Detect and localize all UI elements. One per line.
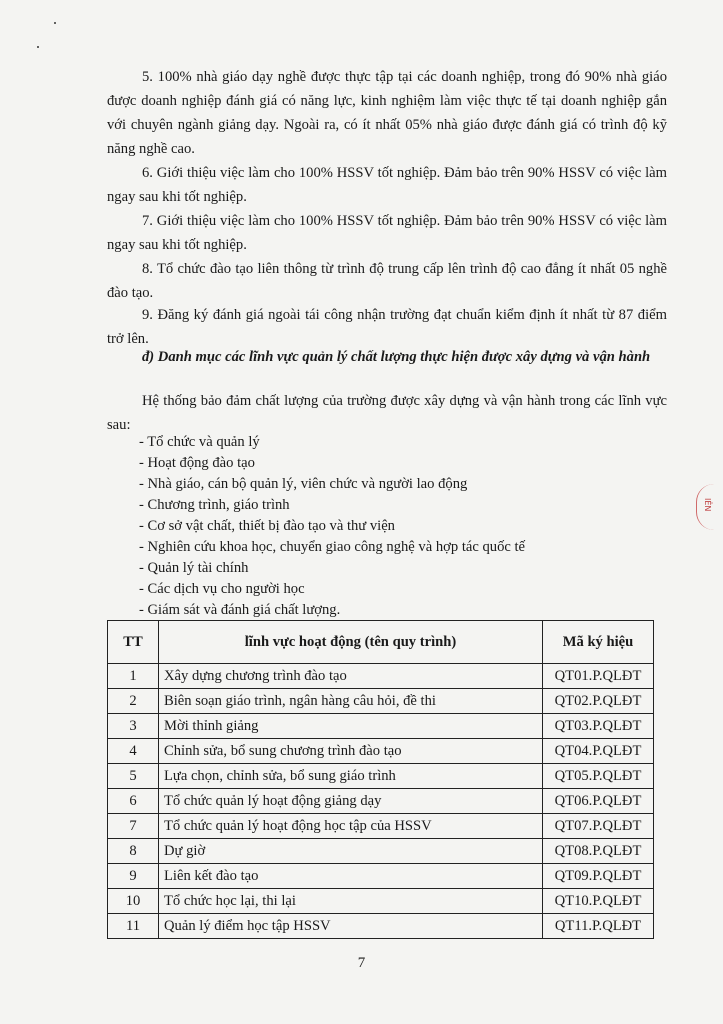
header-tt: TT xyxy=(108,621,159,664)
table-row xyxy=(108,914,654,939)
intro-paragraph: Hệ thống bảo đảm chất lượng của trường được xây dựng và vận hành trong các lĩnh vực sau: xyxy=(107,393,667,433)
quality-areas-list xyxy=(139,432,659,621)
cell-tt: 9 xyxy=(108,864,159,889)
cell-code: QT10.P.QLĐT xyxy=(543,889,654,914)
table-row xyxy=(108,789,654,814)
section-heading-d: đ) Danh mục các lĩnh vực quản lý chất lượng thực hiện được xây dựng và vận hành xyxy=(142,349,651,365)
cell-tt: 6 xyxy=(108,789,159,814)
cell-tt: 10 xyxy=(108,889,159,914)
list-item: - Chương trình, giáo trình xyxy=(139,497,290,513)
list-item: - Tổ chức và quản lý xyxy=(139,434,260,450)
table-row xyxy=(108,689,654,714)
cell-code: QT03.P.QLĐT xyxy=(543,714,654,739)
cell-activity: Mời thỉnh giảng xyxy=(159,714,543,739)
cell-activity: Xây dựng chương trình đào tạo xyxy=(159,664,543,689)
cell-code: QT09.P.QLĐT xyxy=(543,864,654,889)
cell-activity: Tổ chức học lại, thi lại xyxy=(159,889,543,914)
cell-code: QT02.P.QLĐT xyxy=(543,689,654,714)
header-activity: lĩnh vực hoạt động (tên quy trình) xyxy=(159,621,543,664)
paragraph-8: 8. Tổ chức đào tạo liên thông từ trình độ trung cấp lên trình độ cao đẳng ít nhất 05 nghề đào tạo. xyxy=(107,261,667,301)
list-item: - Giám sát và đánh giá chất lượng. xyxy=(139,602,341,618)
cell-activity: Tổ chức quản lý hoạt động học tập của HSSV xyxy=(159,814,543,839)
list-item: - Nhà giáo, cán bộ quản lý, viên chức và người lao động xyxy=(139,476,468,492)
list-item: - Hoạt động đào tạo xyxy=(139,455,255,471)
table-row xyxy=(108,664,654,689)
paragraph-5: 5. 100% nhà giáo dạy nghề được thực tập tại các doanh nghiệp, trong đó 90% nhà giáo được doanh nghiệp đánh giá có năng lực, kinh nghiệm làm việc thực tế tại doanh nghiệp gắn với chuyên ngành giảng dạy. Ngoài ra, có ít nhất 05% nhà giáo được đánh giá có trình độ kỹ năng nghề cao. xyxy=(107,69,667,157)
cell-activity: Biên soạn giáo trình, ngân hàng câu hỏi, đề thi xyxy=(159,689,543,714)
cell-activity: Quản lý điểm học tập HSSV xyxy=(159,914,543,939)
cell-code: QT05.P.QLĐT xyxy=(543,764,654,789)
cell-tt: 4 xyxy=(108,739,159,764)
paragraph-7: 7. Giới thiệu việc làm cho 100% HSSV tốt nghiệp. Đảm bảo trên 90% HSSV có việc làm ngay sau khi tốt nghiệp. xyxy=(107,213,667,253)
cell-code: QT06.P.QLĐT xyxy=(543,789,654,814)
list-item: - Quản lý tài chính xyxy=(139,560,249,576)
list-item: - Các dịch vụ cho người học xyxy=(139,581,305,597)
cell-tt: 2 xyxy=(108,689,159,714)
cell-tt: 7 xyxy=(108,814,159,839)
table-row xyxy=(108,714,654,739)
cell-activity: Dự giờ xyxy=(159,839,543,864)
cell-tt: 1 xyxy=(108,664,159,689)
cell-code: QT04.P.QLĐT xyxy=(543,739,654,764)
stamp-text: IÊN xyxy=(703,498,712,512)
page-number: 7 xyxy=(357,955,366,971)
list-item: - Nghiên cứu khoa học, chuyển giao công nghệ và hợp tác quốc tế xyxy=(139,539,526,555)
table-row xyxy=(108,889,654,914)
procedures-table xyxy=(107,620,654,939)
cell-tt: 11 xyxy=(108,914,159,939)
table-header-row xyxy=(108,621,654,664)
table-row xyxy=(108,864,654,889)
cell-tt: 3 xyxy=(108,714,159,739)
paragraph-9: 9. Đăng ký đánh giá ngoài tái công nhận trường đạt chuẩn kiểm định ít nhất từ 87 điểm trở lên. xyxy=(107,307,667,347)
cell-tt: 5 xyxy=(108,764,159,789)
cell-activity: Chỉnh sửa, bổ sung chương trình đào tạo xyxy=(159,739,543,764)
cell-activity: Tổ chức quản lý hoạt động giảng dạy xyxy=(159,789,543,814)
header-code: Mã ký hiệu xyxy=(543,621,654,664)
table-row xyxy=(108,739,654,764)
list-item: - Cơ sở vật chất, thiết bị đào tạo và thư viện xyxy=(139,518,395,534)
cell-code: QT01.P.QLĐT xyxy=(543,664,654,689)
paragraph-6: 6. Giới thiệu việc làm cho 100% HSSV tốt nghiệp. Đảm bảo trên 90% HSSV có việc làm ngay sau khi tốt nghiệp. xyxy=(107,165,667,205)
seal-stamp-fragment xyxy=(696,484,723,530)
cell-tt: 8 xyxy=(108,839,159,864)
scan-speck xyxy=(37,46,39,48)
cell-code: QT07.P.QLĐT xyxy=(543,814,654,839)
cell-activity: Lựa chọn, chỉnh sửa, bổ sung giáo trình xyxy=(159,764,543,789)
scan-speck xyxy=(54,22,56,24)
table-row xyxy=(108,764,654,789)
cell-code: QT08.P.QLĐT xyxy=(543,839,654,864)
table-row xyxy=(108,839,654,864)
cell-activity: Liên kết đào tạo xyxy=(159,864,543,889)
cell-code: QT11.P.QLĐT xyxy=(543,914,654,939)
table-row xyxy=(108,814,654,839)
